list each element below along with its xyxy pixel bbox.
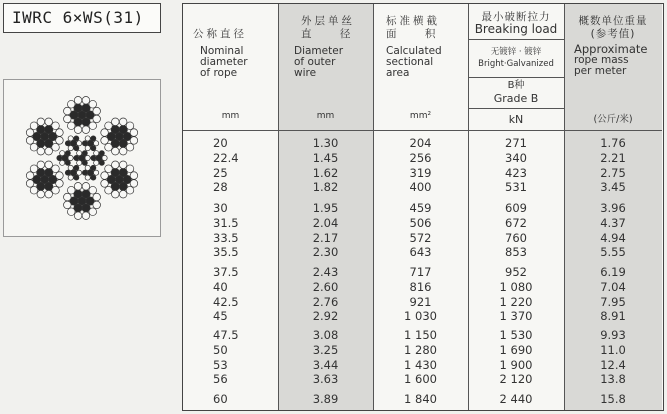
cell-wire: 2.17 <box>312 230 339 245</box>
header-area-en-2: sectional <box>386 56 434 68</box>
outer-strand-outer-wire <box>89 186 97 194</box>
cell-load: 1 690 <box>499 342 533 357</box>
cell-wire: 3.25 <box>312 342 339 357</box>
cell-diameter: 37.5 <box>213 265 239 279</box>
cell-load: 1 900 <box>499 357 533 372</box>
cell-mass: 2.75 <box>600 165 626 180</box>
core-wire <box>94 170 99 175</box>
cell-wire: 1.62 <box>312 165 339 180</box>
cell-diameter: 25 <box>213 165 228 180</box>
outer-strand-outer-wire <box>26 172 34 180</box>
header-nominal-en-3: of rope <box>200 67 238 79</box>
cell-area: 643 <box>409 245 432 260</box>
cell-mass: 1.76 <box>600 136 626 150</box>
outer-strand-outer-wire <box>126 186 134 194</box>
core-wire <box>91 155 96 160</box>
outer-strand-outer-wire <box>112 190 120 198</box>
header-mass-en-2: rope mass <box>574 54 629 66</box>
cell-wire: 2.04 <box>312 215 339 230</box>
outer-strand-outer-wire <box>126 122 134 130</box>
subheader-divider <box>468 39 564 40</box>
outer-strand-outer-wire <box>67 122 75 130</box>
header-nominal-en-1: Nominal <box>200 45 244 57</box>
cell-wire: 2.92 <box>312 309 339 324</box>
cell-wire: 3.63 <box>312 372 339 387</box>
unit-area: mm² <box>409 111 432 121</box>
core-wire <box>102 155 107 160</box>
cell-diameter: 35.5 <box>213 245 239 260</box>
outer-strand-outer-wire <box>45 147 53 155</box>
core-wire <box>85 136 90 141</box>
outer-strand-outer-wire <box>112 147 120 155</box>
header-load-finish-en: Bright·Galvanized <box>478 59 554 69</box>
header-mass-zh-2: (参考值) <box>590 28 636 40</box>
header-area-en-3: area <box>386 67 410 79</box>
cell-load: 1 530 <box>499 328 533 342</box>
cell-area: 459 <box>409 201 432 215</box>
outer-strand-outer-wire <box>52 186 60 194</box>
cell-diameter: 30 <box>213 201 228 215</box>
cell-diameter: 56 <box>213 372 228 387</box>
cell-wire: 2.76 <box>312 294 339 309</box>
cell-mass: 15.8 <box>600 392 626 406</box>
header-divider <box>183 130 662 131</box>
core-wire <box>94 141 99 146</box>
outer-strand-outer-wire <box>30 122 38 130</box>
cell-mass: 8.91 <box>600 309 626 324</box>
cell-wire: 2.60 <box>312 279 339 294</box>
header-wire-en-2: of outer <box>294 56 336 68</box>
cell-load: 609 <box>505 201 527 215</box>
cell-area: 1 600 <box>404 372 437 387</box>
cell-mass: 4.94 <box>600 230 626 245</box>
outer-strand-outer-wire <box>37 161 45 169</box>
cell-load: 2 440 <box>499 392 533 406</box>
outer-strand-outer-wire <box>67 100 75 108</box>
core-wire <box>74 155 79 160</box>
cell-load: 760 <box>505 230 527 245</box>
core-wire <box>77 151 82 156</box>
core-wire <box>99 160 104 165</box>
core-wire <box>74 175 79 180</box>
outer-strand-outer-wire <box>112 161 120 169</box>
cell-mass: 6.19 <box>600 265 626 279</box>
outer-strand-outer-wire <box>37 190 45 198</box>
outer-strand-outer-wire <box>64 115 72 123</box>
cell-mass: 2.21 <box>600 150 626 165</box>
core-wire <box>91 136 96 141</box>
outer-strand-outer-wire <box>64 201 72 209</box>
outer-strand-outer-wire <box>37 118 45 126</box>
cell-mass: 7.04 <box>600 279 626 294</box>
core-wire <box>85 175 90 180</box>
outer-strand-outer-wire <box>30 165 38 173</box>
header-wire-en-3: wire <box>294 67 317 79</box>
header-wire-zh-1: 外层单丝 <box>301 15 355 27</box>
cell-diameter: 20 <box>213 136 228 150</box>
core-wire <box>65 141 70 146</box>
outer-strand-outer-wire <box>130 172 138 180</box>
outer-strand-outer-wire <box>119 147 127 155</box>
header-load-zh: 最小破断拉力 <box>481 11 551 23</box>
outer-strand-outer-wire <box>82 212 90 220</box>
outer-strand-outer-wire <box>82 126 90 134</box>
core-wire <box>85 146 90 151</box>
outer-strand-outer-wire <box>26 137 34 145</box>
outer-strand-outer-wire <box>64 193 72 201</box>
core-wire <box>65 160 70 165</box>
outer-strand-outer-wire <box>93 115 101 123</box>
cell-diameter: 28 <box>213 180 228 195</box>
outer-strand-outer-wire <box>101 172 109 180</box>
outer-strand-outer-wire <box>126 165 134 173</box>
cell-load: 1 370 <box>499 309 533 324</box>
cell-load: 672 <box>505 215 527 230</box>
outer-strand-outer-wire <box>82 183 90 191</box>
outer-strand-outer-wire <box>105 122 113 130</box>
cell-wire: 1.45 <box>312 150 339 165</box>
cell-area: 572 <box>409 230 432 245</box>
cell-mass: 12.4 <box>600 357 626 372</box>
outer-strand-outer-wire <box>130 180 138 188</box>
cell-area: 256 <box>409 150 432 165</box>
cell-diameter: 45 <box>213 309 228 324</box>
cell-diameter: 42.5 <box>213 294 239 309</box>
cell-wire: 2.43 <box>312 265 339 279</box>
outer-strand-outer-wire <box>101 129 109 137</box>
cell-mass: 7.95 <box>600 294 626 309</box>
header-wire-zh-2: 直 径 <box>301 28 354 40</box>
cell-area: 204 <box>409 136 432 150</box>
cell-area: 1 150 <box>404 328 437 342</box>
cell-mass: 5.55 <box>600 245 626 260</box>
core-wire <box>82 170 87 175</box>
core-wire <box>65 151 70 156</box>
outer-strand-outer-wire <box>45 118 53 126</box>
cell-area: 1 280 <box>404 342 437 357</box>
core-wire <box>91 146 96 151</box>
outer-strand-outer-wire <box>93 107 101 115</box>
header-nominal-en-2: diameter <box>200 56 248 68</box>
core-wire <box>85 155 90 160</box>
core-wire <box>77 160 82 165</box>
core-wire <box>65 170 70 175</box>
cell-load: 853 <box>505 245 527 260</box>
outer-strand-outer-wire <box>126 143 134 151</box>
outer-strand-outer-wire <box>119 190 127 198</box>
outer-strand-outer-wire <box>64 107 72 115</box>
core-wire <box>57 155 62 160</box>
unit-nominal: mm <box>221 111 240 121</box>
cell-area: 1 030 <box>404 309 437 324</box>
outer-strand-outer-wire <box>26 180 34 188</box>
cell-area: 400 <box>409 180 432 195</box>
outer-strand-outer-wire <box>52 122 60 130</box>
core-wire <box>91 165 96 170</box>
core-wire <box>94 151 99 156</box>
core-wire <box>94 160 99 165</box>
unit-wire: mm <box>316 111 335 121</box>
core-wire <box>77 141 82 146</box>
outer-strand-outer-wire <box>105 143 113 151</box>
outer-strand-outer-wire <box>56 129 64 137</box>
outer-strand-outer-wire <box>105 165 113 173</box>
core-wire <box>74 146 79 151</box>
cell-area: 1 840 <box>404 392 437 406</box>
header-load-en: Breaking load <box>474 22 558 36</box>
cell-load: 1 220 <box>499 294 533 309</box>
cell-load: 271 <box>505 136 527 150</box>
cell-diameter: 31.5 <box>213 215 239 230</box>
outer-strand-outer-wire <box>56 137 64 145</box>
outer-strand-outer-wire <box>74 183 82 191</box>
cell-diameter: 47.5 <box>213 328 239 342</box>
outer-strand-outer-wire <box>89 122 97 130</box>
subheader-divider <box>468 108 564 109</box>
outer-strand-outer-wire <box>130 129 138 137</box>
outer-strand-outer-wire <box>119 118 127 126</box>
unit-load: kN <box>508 113 524 126</box>
outer-strand-outer-wire <box>82 97 90 105</box>
rope-cross-section-diagram <box>3 79 161 237</box>
cell-load: 423 <box>505 165 527 180</box>
outer-strand-outer-wire <box>101 180 109 188</box>
cell-area: 816 <box>409 279 432 294</box>
outer-strand-outer-wire <box>101 137 109 145</box>
rope-cross-section-image <box>4 80 160 236</box>
cell-diameter: 50 <box>213 342 228 357</box>
core-wire <box>60 160 65 165</box>
outer-strand-outer-wire <box>26 129 34 137</box>
cell-mass: 3.45 <box>600 180 626 195</box>
outer-strand-outer-wire <box>67 186 75 194</box>
cell-wire: 2.30 <box>312 245 339 260</box>
cell-wire: 3.08 <box>312 328 339 342</box>
cell-mass: 3.96 <box>600 201 626 215</box>
cell-load: 1 080 <box>499 279 533 294</box>
unit-mass: (公斤/米) <box>593 114 633 125</box>
cell-wire: 1.82 <box>312 180 339 195</box>
outer-strand-outer-wire <box>74 97 82 105</box>
core-wire <box>85 165 90 170</box>
header-mass-en-1: Approximate <box>574 42 648 56</box>
cell-mass: 4.37 <box>600 215 626 230</box>
cell-area: 506 <box>409 215 432 230</box>
core-wire <box>60 151 65 156</box>
outer-strand-outer-wire <box>93 193 101 201</box>
core-wire <box>68 165 73 170</box>
outer-strand-outer-wire <box>52 165 60 173</box>
cell-load: 952 <box>505 265 527 279</box>
outer-strand-outer-wire <box>89 208 97 216</box>
cell-load: 531 <box>505 180 527 195</box>
header-mass-zh-1: 概数单位重量 <box>578 15 648 27</box>
core-wire <box>91 175 96 180</box>
core-wire <box>68 146 73 151</box>
header-load-finish-zh: 无镀锌 · 镀锌 <box>490 47 542 57</box>
header-nominal-zh: 公称直径 <box>193 28 247 40</box>
product-title: IWRC 6×WS(31) <box>3 3 161 33</box>
core-wire <box>82 151 87 156</box>
core-wire <box>74 165 79 170</box>
cell-area: 1 430 <box>404 357 437 372</box>
outer-strand-outer-wire <box>67 208 75 216</box>
outer-strand-outer-wire <box>56 172 64 180</box>
core-wire <box>99 151 104 156</box>
outer-strand-outer-wire <box>52 143 60 151</box>
outer-strand-outer-wire <box>89 100 97 108</box>
cell-diameter: 33.5 <box>213 230 239 245</box>
header-load-grade-zh: B种 <box>507 80 525 91</box>
outer-strand-outer-wire <box>74 126 82 134</box>
cell-area: 319 <box>409 165 432 180</box>
core-wire <box>68 136 73 141</box>
rope-spec-table <box>182 3 664 411</box>
header-area-zh-1: 标准横截 <box>386 15 440 27</box>
outer-strand-outer-wire <box>130 137 138 145</box>
cell-mass: 11.0 <box>600 342 626 357</box>
outer-strand-outer-wire <box>37 147 45 155</box>
cell-mass: 13.8 <box>600 372 626 387</box>
outer-strand-outer-wire <box>119 161 127 169</box>
outer-strand-outer-wire <box>30 186 38 194</box>
core-wire <box>74 136 79 141</box>
outer-strand-outer-wire <box>45 190 53 198</box>
cell-area: 921 <box>409 294 432 309</box>
outer-strand-outer-wire <box>93 201 101 209</box>
cell-diameter: 60 <box>213 392 228 406</box>
header-mass-en-3: per meter <box>574 65 627 77</box>
header-wire-en-1: Diameter <box>294 45 344 57</box>
cell-wire: 1.30 <box>312 136 339 150</box>
cell-area: 717 <box>409 265 432 279</box>
core-wire <box>82 160 87 165</box>
cell-wire: 3.44 <box>312 357 339 372</box>
outer-strand-outer-wire <box>74 212 82 220</box>
cell-wire: 1.95 <box>312 201 339 215</box>
core-wire <box>68 175 73 180</box>
outer-strand-outer-wire <box>56 180 64 188</box>
header-area-zh-2: 面 积 <box>386 28 439 40</box>
header-load-grade-en: Grade B <box>493 92 539 105</box>
core-wire <box>68 155 73 160</box>
subheader-divider <box>468 77 564 78</box>
cell-load: 340 <box>505 150 527 165</box>
outer-strand-outer-wire <box>30 143 38 151</box>
outer-strand-outer-wire <box>45 161 53 169</box>
cell-mass: 9.93 <box>600 328 626 342</box>
cell-diameter: 53 <box>213 357 228 372</box>
core-wire <box>77 170 82 175</box>
cell-wire: 3.89 <box>312 392 339 406</box>
cell-diameter: 40 <box>213 279 228 294</box>
header-area-en-1: Calculated <box>386 45 442 57</box>
cell-load: 2 120 <box>499 372 533 387</box>
outer-strand-outer-wire <box>112 118 120 126</box>
outer-strand-outer-wire <box>105 186 113 194</box>
core-wire <box>82 141 87 146</box>
cell-diameter: 22.4 <box>213 150 239 165</box>
